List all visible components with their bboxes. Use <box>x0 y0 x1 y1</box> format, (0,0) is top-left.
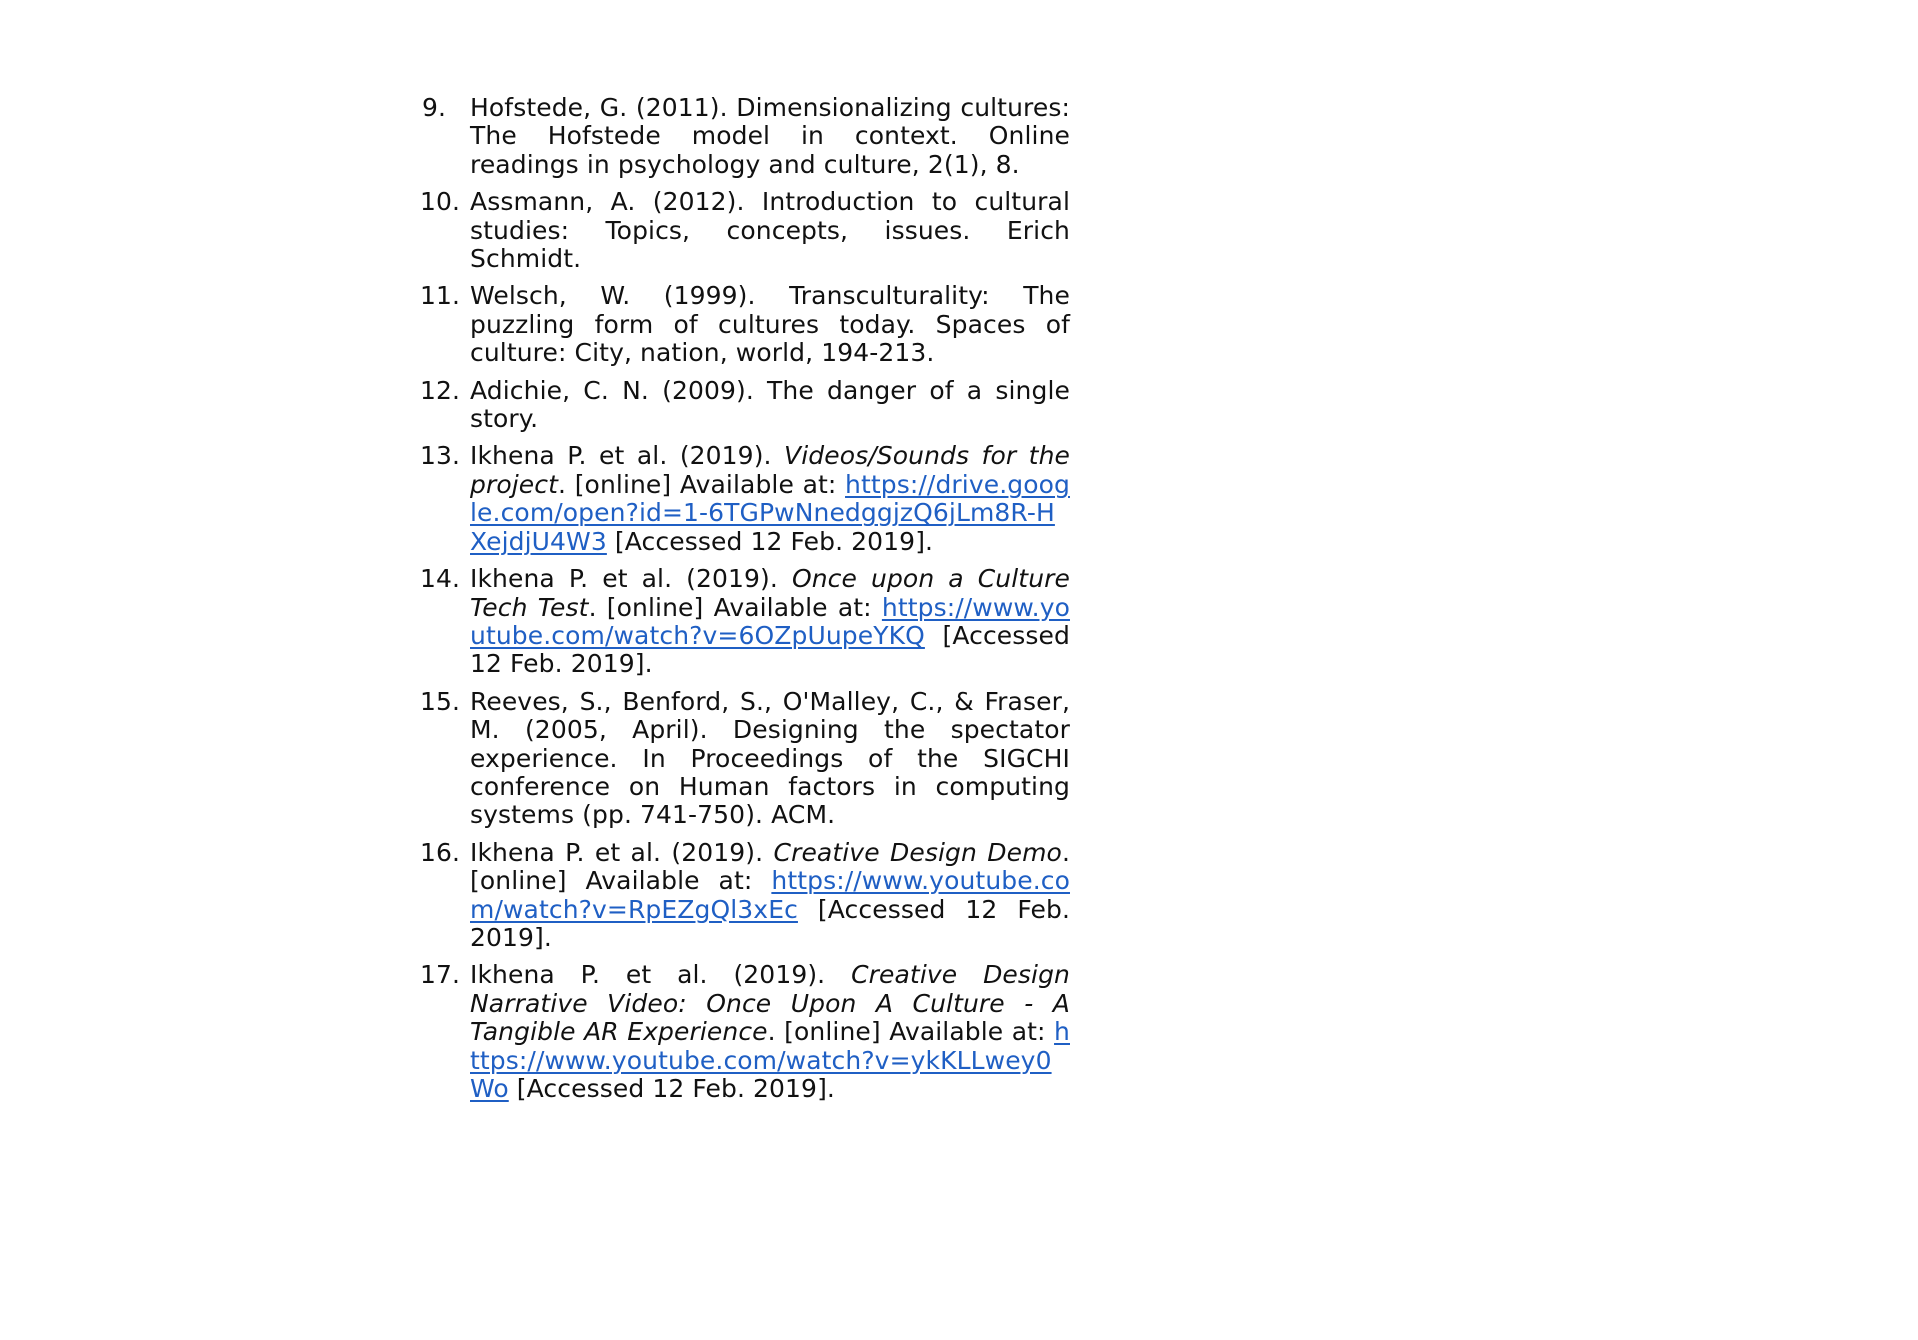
reference-availability: . [online] Available at: <box>470 837 1070 896</box>
reference-item <box>420 442 1070 556</box>
reference-url-link[interactable]: https://www.youtube.com/watch?v=ykKLLwey0Wo <box>470 1017 1070 1103</box>
reference-item <box>420 961 1070 1103</box>
reference-text <box>470 564 1070 678</box>
reference-text <box>470 376 1070 433</box>
reference-text <box>470 93 1070 179</box>
reference-number: 11. <box>420 281 461 311</box>
reference-number: 10. <box>420 187 461 217</box>
reference-url-link[interactable]: https://drive.google.com/open?id=1-6TGPwNnedggjzQ6jLm8R-HXejdjU4W3 <box>470 469 1070 556</box>
reference-availability: . [online] Available at: <box>558 469 846 499</box>
reference-text <box>470 441 1070 555</box>
reference-list <box>420 94 1070 1112</box>
reference-body: Welsch, W. (1999). Transculturality: The puzzling form of cultures today. Spaces of culture: City, nation, world, 194-213. <box>470 281 1070 368</box>
reference-number: 16. <box>420 837 461 867</box>
reference-number: 13. <box>420 441 461 471</box>
reference-text <box>470 281 1070 367</box>
reference-text <box>470 687 1070 830</box>
reference-accessed: [Accessed 12 Feb. 2019]. <box>606 526 934 556</box>
reference-number: 12. <box>420 375 461 405</box>
reference-authors: Ikhena P. et al. (2019). <box>470 960 852 990</box>
reference-body: Hofstede, G. (2011). Dimensionalizing cultures: The Hofstede model in context. Online readings in psychology and culture, 2(1), 8. <box>470 93 1070 179</box>
reference-url-link[interactable]: https://www.youtube.com/watch?v=6OZpUupeYKQ <box>470 592 1070 650</box>
reference-item <box>420 94 1070 179</box>
reference-item <box>420 565 1070 679</box>
reference-number: 9. <box>422 93 447 122</box>
reference-authors: Ikhena P. et al. (2019). <box>470 837 774 867</box>
reference-item <box>420 282 1070 367</box>
reference-item <box>420 377 1070 434</box>
reference-title: Creative Design Narrative Video: Once Upon A Culture - A Tangible AR Experience <box>470 960 1070 1047</box>
reference-body: Reeves, S., Benford, S., O'Malley, C., & Fraser, M. (2005, April). Designing the spectator experience. In Proceedings of the SIGCHI conference on Human factors in computing systems (pp. 741-750). ACM. <box>470 686 1070 830</box>
reference-number: 15. <box>420 686 461 716</box>
reference-url-link[interactable]: https://www.youtube.com/watch?v=RpEZgQl3xEc <box>470 866 1070 924</box>
reference-authors: Ikhena P. et al. (2019). <box>470 564 792 594</box>
reference-text <box>470 960 1070 1103</box>
reference-item <box>420 839 1070 953</box>
reference-item <box>420 188 1070 273</box>
reference-availability: . [online] Available at: <box>588 592 882 622</box>
reference-availability: . [online] Available at: <box>767 1017 1055 1047</box>
reference-body: Adichie, C. N. (2009). The danger of a single story. <box>470 375 1070 434</box>
reference-body: Assmann, A. (2012). Introduction to cultural studies: Topics, concepts, issues. Erich Schmidt. <box>470 187 1070 274</box>
reference-authors: Ikhena P. et al. (2019). <box>470 441 785 471</box>
reference-title: Creative Design Demo <box>773 837 1062 867</box>
reference-title: Once upon a Culture Tech Test <box>470 564 1070 622</box>
reference-accessed: [Accessed 12 Feb. 2019]. <box>470 894 1070 952</box>
reference-number: 17. <box>420 960 461 990</box>
reference-text <box>470 838 1070 952</box>
reference-accessed: [Accessed 12 Feb. 2019]. <box>470 620 1070 679</box>
reference-title: Videos/Sounds for the project <box>470 441 1070 499</box>
reference-accessed: [Accessed 12 Feb. 2019]. <box>508 1074 835 1103</box>
reference-text <box>470 187 1070 273</box>
reference-number: 14. <box>420 564 461 594</box>
reference-item <box>420 688 1070 830</box>
